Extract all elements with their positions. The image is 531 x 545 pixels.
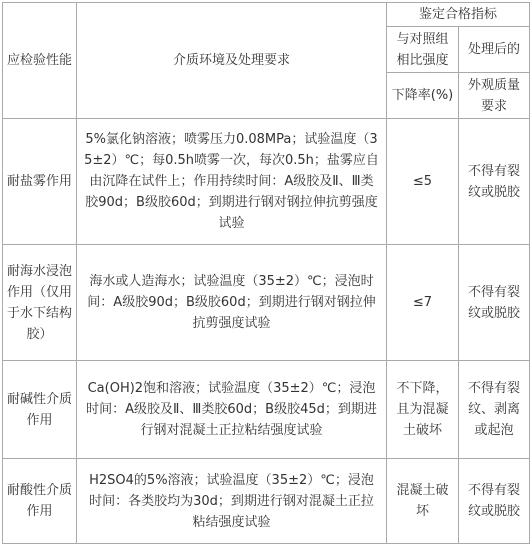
appearance-cell: 不得有裂纹或脱胶 bbox=[459, 119, 530, 245]
condition-cell: 海水或人造海水；试验温度（35±2）℃；浸泡时间：A级胶90d；B级胶60d；到期进行钢对钢拉伸抗剪强度试验 bbox=[77, 245, 387, 361]
table-row bbox=[3, 459, 530, 544]
performance-cell: 耐盐雾作用 bbox=[3, 119, 77, 245]
strength-drop-cell: 混凝土破坏 bbox=[387, 459, 459, 544]
header-appearance-top: 处理后的 bbox=[459, 27, 530, 73]
strength-drop-cell: ≤7 bbox=[387, 245, 459, 361]
header-performance: 应检验性能 bbox=[3, 3, 77, 119]
header-environment: 介质环境及处理要求 bbox=[77, 3, 387, 119]
appearance-cell: 不得有裂纹或脱胶 bbox=[459, 245, 530, 361]
strength-drop-cell: ≤5 bbox=[387, 119, 459, 245]
condition-cell: 5%氯化钠溶液；喷雾压力0.08MPa；试验温度（35±2）℃；每0.5h喷雾一次，每次0.5h；盐雾应自由沉降在试件上；作用持续时间：A级胶及Ⅱ、Ⅲ类胶90d；B级胶60d；到期进行钢对钢拉伸抗剪强度试验 bbox=[77, 119, 387, 245]
condition-cell: Ca(OH)2饱和溶液；试验温度（35±2）℃；浸泡时间：A级胶及Ⅱ、Ⅲ类胶60d；B级胶45d；到期进行钢对混凝土正拉粘结强度试验 bbox=[77, 361, 387, 459]
performance-cell: 耐海水浸泡作用（仅用于水下结构胶） bbox=[3, 245, 77, 361]
performance-cell: 耐碱性介质作用 bbox=[3, 361, 77, 459]
header-ratio-bottom: 下降率(%) bbox=[387, 73, 459, 119]
table-row bbox=[3, 361, 530, 459]
table-row bbox=[3, 119, 530, 245]
appearance-cell: 不得有裂纹、剥离或起泡 bbox=[459, 361, 530, 459]
header-criteria: 鉴定合格指标 bbox=[387, 3, 530, 27]
strength-drop-cell: 不下降，且为混凝土破坏 bbox=[387, 361, 459, 459]
qualification-table bbox=[2, 2, 530, 544]
header-ratio-top: 与对照组相比强度 bbox=[387, 27, 459, 73]
header-row-1 bbox=[3, 3, 530, 27]
appearance-cell: 不得有裂纹或脱胶 bbox=[459, 459, 530, 544]
performance-cell: 耐酸性介质作用 bbox=[3, 459, 77, 544]
condition-cell: H2SO4的5%溶液；试验温度（35±2）℃；浸泡时间：各类胶均为30d；到期进行钢对混凝土正拉粘结强度试验 bbox=[77, 459, 387, 544]
header-appearance-bottom: 外观质量要求 bbox=[459, 73, 530, 119]
table-row bbox=[3, 245, 530, 361]
